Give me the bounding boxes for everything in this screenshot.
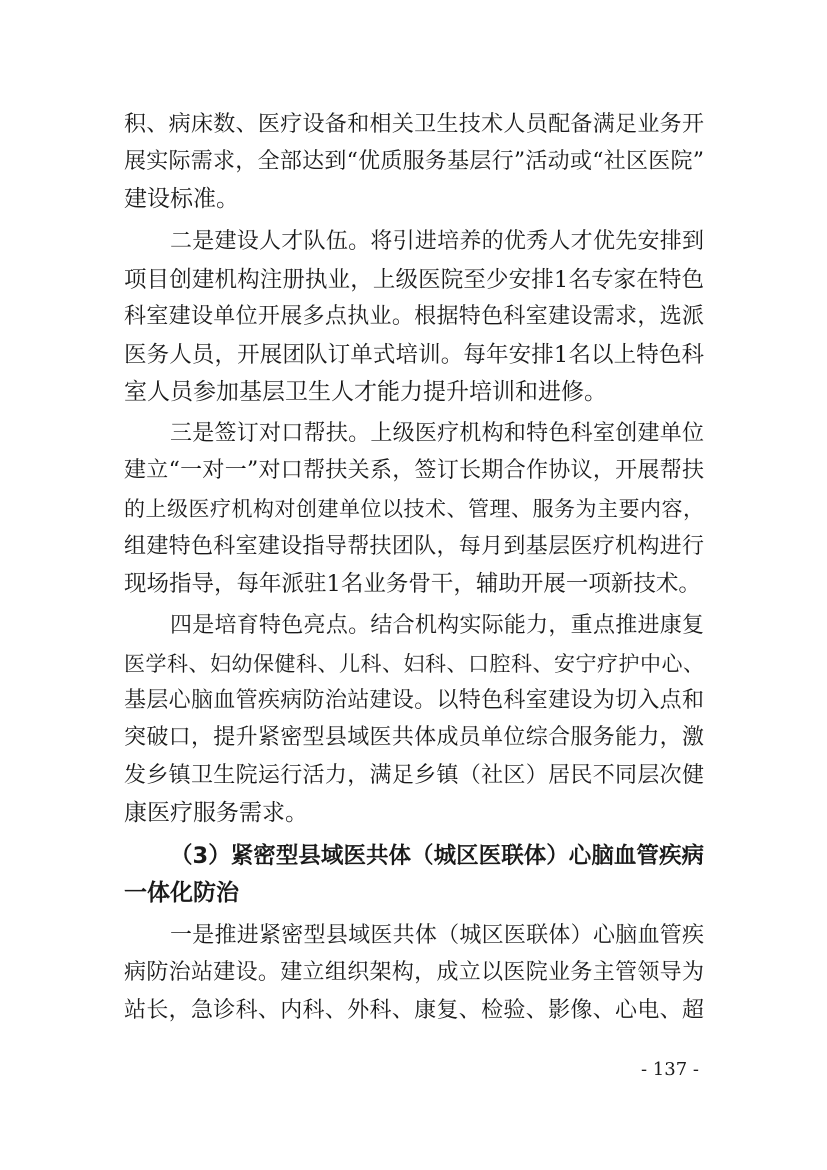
- paragraph-start-line: 一是推进紧密型县域医共体（城区医联体）心脑血管疾: [170, 923, 704, 948]
- body-text-line: 科室建设单位开展多点执业。根据特色科室建设需求，选派: [124, 304, 704, 329]
- body-text-line: 发乡镇卫生院运行活力，满足乡镇（社区）居民不同层次健: [124, 763, 704, 788]
- paragraph-start-line: 四是培育特色亮点。结合机构实际能力，重点推进康复: [170, 613, 704, 638]
- page-number: - 137 -: [641, 1059, 699, 1080]
- body-text-line: 展实际需求，全部达到“优质服务基层行”活动或“社区医院”: [124, 149, 704, 174]
- body-text-line: 医务人员，开展团队订单式培训。每年安排1名以上特色科: [124, 342, 704, 368]
- body-text-line: 组建特色科室建设指导帮扶团队，每月到基层医疗机构进行: [124, 534, 704, 559]
- body-text-line: 室人员参加基层卫生人才能力提升培训和进修。: [124, 379, 607, 405]
- section-heading-line: （3）紧密型县域医共体（城区医联体）心脑血管疾病: [170, 843, 704, 869]
- section-heading-line: 一体化防治: [124, 880, 239, 906]
- body-text-line: 病防治站建设。建立组织架构，成立以医院业务主管领导为: [124, 960, 704, 985]
- body-text-line: 建设标准。: [124, 186, 239, 212]
- body-text-line: 基层心脑血管疾病防治站建设。以特色科室建设为切入点和: [124, 688, 704, 713]
- body-text-line: 医学科、妇幼保健科、儿科、妇科、口腔科、安宁疗护中心、: [124, 652, 704, 676]
- body-text-line: 突破口，提升紧密型县域医共体成员单位综合服务能力，激: [124, 725, 704, 750]
- paragraph-start-line: 二是建设人才队伍。将引进培养的优秀人才优先安排到: [170, 229, 704, 254]
- body-text-line: 的上级医疗机构对创建单位以技术、管理、服务为主要内容，: [124, 497, 704, 521]
- body-text-line: 现场指导，每年派驻1名业务骨干，辅助开展一项新技术。: [124, 571, 701, 597]
- body-text-line: 积、病床数、医疗设备和相关卫生技术人员配备满足业务开: [124, 112, 704, 137]
- paragraph-start-line: 三是签订对口帮扶。上级医疗机构和特色科室创建单位: [170, 421, 704, 446]
- body-text-line: 站长，急诊科、内科、外科、康复、检验、影像、心电、超: [124, 998, 704, 1023]
- body-text-line: 建立“一对一”对口帮扶关系，签订长期合作协议，开展帮扶: [124, 458, 704, 483]
- body-text-line: 康医疗服务需求。: [124, 800, 308, 826]
- body-text-line: 项目创建机构注册执业，上级医院至少安排1名专家在特色: [124, 267, 704, 293]
